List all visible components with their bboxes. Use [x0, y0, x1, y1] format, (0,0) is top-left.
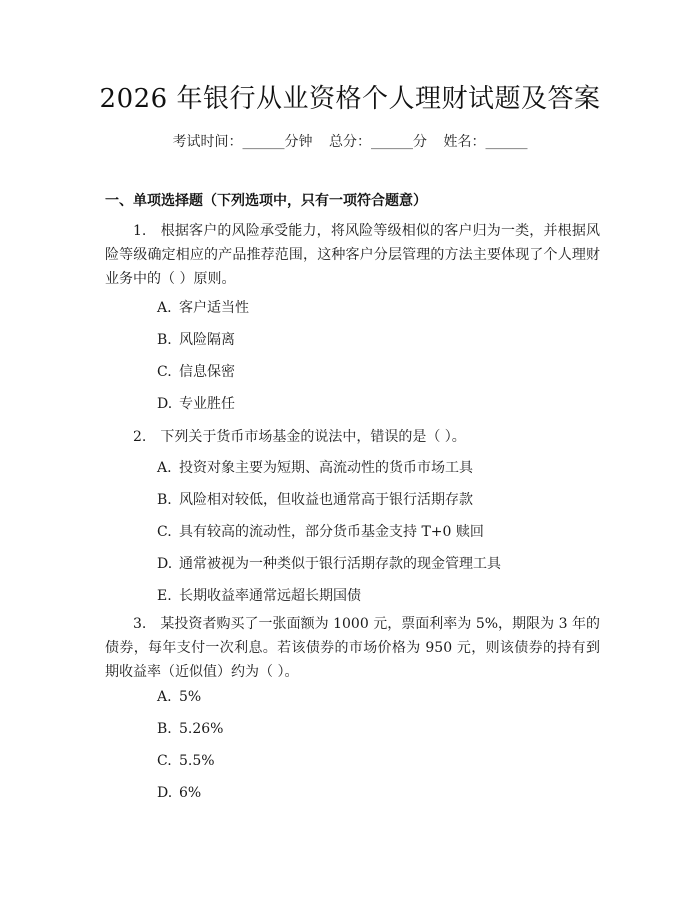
option-letter: D.: [157, 556, 173, 572]
question-3-option-c: [157, 753, 215, 769]
exam-score-field: 总分：______分: [329, 134, 427, 150]
section-heading: 一、单项选择题（下列选项中，只有一项符合题意）: [105, 193, 427, 209]
option-letter: C.: [157, 524, 172, 540]
question-2-option-c: [157, 521, 484, 541]
option-letter: D.: [157, 785, 173, 801]
option-text: 通常被视为一种类似于银行活期存款的现金管理工具: [179, 556, 501, 572]
question-2-option-e: [157, 585, 361, 605]
option-text: 投资对象主要为短期、高流动性的货币市场工具: [179, 460, 473, 476]
option-text: 5%: [179, 689, 202, 705]
option-text: 6%: [179, 785, 202, 801]
option-letter: A.: [157, 300, 172, 316]
question-2-option-a: [157, 457, 473, 477]
question-3-option-b: [157, 721, 223, 737]
question-2-option-d: [157, 553, 501, 573]
option-letter: A.: [157, 460, 172, 476]
option-text: 客户适当性: [179, 300, 249, 316]
option-text: 长期收益率通常远超长期国债: [179, 588, 361, 604]
question-1-option-c: [157, 361, 235, 381]
exam-time-field: 考试时间：______分钟: [172, 134, 313, 150]
option-text: 具有较高的流动性，部分货币基金支持 T+0 赎回: [179, 524, 484, 540]
option-letter: B.: [157, 332, 172, 348]
question-3-option-d: [157, 785, 201, 801]
option-letter: D.: [157, 396, 173, 412]
option-text: 信息保密: [179, 364, 235, 380]
option-letter: C.: [157, 753, 172, 769]
exam-name-field: 姓名：______: [443, 134, 528, 150]
option-letter: C.: [157, 364, 172, 380]
option-text: 5.5%: [179, 753, 215, 769]
question-1-text: 1. 根据客户的风险承受能力，将风险等级相似的客户归为一类，并根据风险等级确定相应的产品推荐范围，这种客户分层管理的方法主要体现了个人理财业务中的（ ）原则。: [105, 223, 600, 287]
question-1-option-a: [157, 297, 249, 317]
option-text: 5.26%: [179, 721, 224, 737]
option-text: 专业胜任: [179, 396, 235, 412]
page-title: 2026 年银行从业资格个人理财试题及答案: [99, 84, 601, 114]
question-3-option-a: [157, 689, 201, 705]
option-letter: E.: [157, 588, 172, 604]
question-2-option-b: [157, 489, 473, 509]
question-1-option-d: [157, 393, 235, 413]
option-letter: A.: [157, 689, 172, 705]
option-text: 风险相对较低，但收益也通常高于银行活期存款: [179, 492, 473, 508]
option-text: 风险隔离: [179, 332, 235, 348]
exam-info-line: [0, 131, 700, 151]
question-1-option-b: [157, 329, 235, 349]
option-letter: B.: [157, 721, 172, 737]
question-2-text: 2. 下列关于货币市场基金的说法中，错误的是（ ）。: [133, 429, 466, 445]
question-3-text: 3. 某投资者购买了一张面额为 1000 元，票面利率为 5%，期限为 3 年的债券，每年支付一次利息。若该债券的市场价格为 950 元，则该债券的持有到期收益率（近似值）约为（ ）。: [105, 616, 600, 680]
option-letter: B.: [157, 492, 172, 508]
